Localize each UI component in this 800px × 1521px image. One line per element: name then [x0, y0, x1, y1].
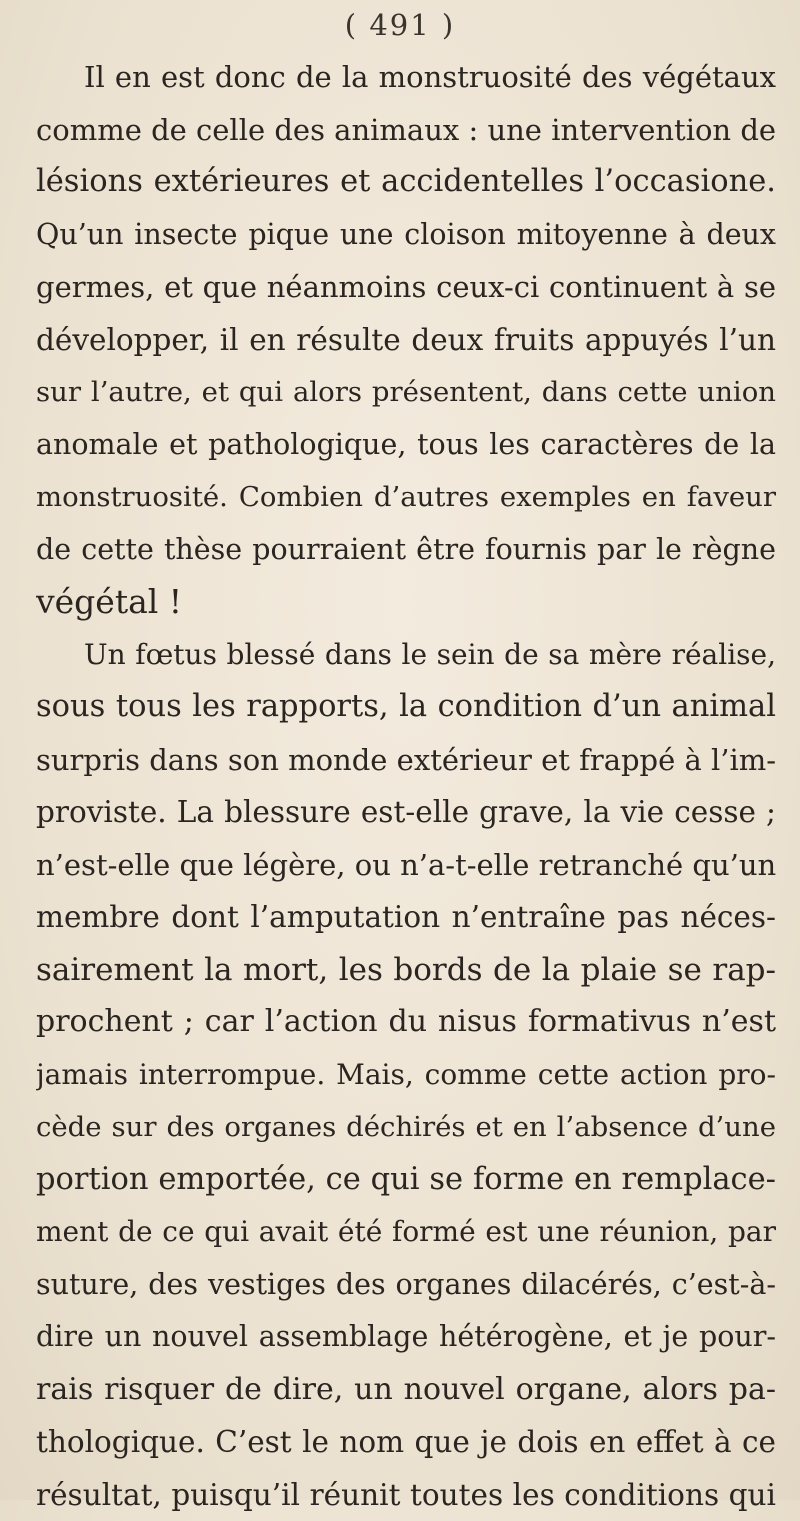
- text-line: thologique. C’est le nom que je dois en effet à ce: [36, 1416, 776, 1469]
- text-line: cède sur des organes déchirés et en l’absence d’une: [36, 1101, 776, 1154]
- page-number: ( 491 ): [0, 8, 800, 42]
- text-line: sur l’autre, et qui alors présentent, dans cette union: [36, 366, 776, 419]
- text-line: développer, il en résulte deux fruits appuyés l’un: [36, 314, 776, 367]
- text-line: comme de celle des animaux : une intervention de: [36, 104, 776, 157]
- text-line: prochent ; car l’action du nisus formativus n’est: [36, 996, 776, 1049]
- text-line: monstruosité. Combien d’autres exemples en faveur: [36, 471, 776, 524]
- text-line: végétal !: [36, 576, 776, 629]
- text-line: ment de ce qui avait été formé est une réunion, par: [36, 1206, 776, 1259]
- text-line: sous tous les rapports, la condition d’un animal: [36, 681, 776, 734]
- text-line: sairement la mort, les bords de la plaie se rap-: [36, 944, 776, 997]
- text-line: lésions extérieures et accidentelles l’occasione.: [36, 156, 776, 209]
- text-line: proviste. La blessure est-elle grave, la vie cesse ;: [36, 786, 776, 839]
- text-line: anomale et pathologique, tous les caractères de la: [36, 419, 776, 472]
- text-line: n’est-elle que légère, ou n’a-t-elle retranché qu’un: [36, 839, 776, 892]
- text-line: de cette thèse pourraient être fournis par le règne: [36, 524, 776, 577]
- text-line: résultat, puisqu’il réunit toutes les conditions qui: [36, 1469, 776, 1521]
- text-line: jamais interrompue. Mais, comme cette action pro-: [36, 1049, 776, 1102]
- text-line: Un fœtus blessé dans le sein de sa mère réalise,: [36, 629, 776, 682]
- text-line: suture, des vestiges des organes dilacérés, c’est-à-: [36, 1259, 776, 1312]
- text-line: dire un nouvel assemblage hétérogène, et je pour-: [36, 1311, 776, 1364]
- text-line: Qu’un insecte pique une cloison mitoyenne à deux: [36, 209, 776, 262]
- text-line: surpris dans son monde extérieur et frappé à l’im-: [36, 734, 776, 787]
- body-text: [36, 51, 776, 1521]
- text-line: portion emportée, ce qui se forme en remplace-: [36, 1154, 776, 1207]
- text-line: membre dont l’amputation n’entraîne pas néces-: [36, 891, 776, 944]
- text-line: rais risquer de dire, un nouvel organe, alors pa-: [36, 1364, 776, 1417]
- text-line: germes, et que néanmoins ceux-ci continuent à se: [36, 261, 776, 314]
- text-line: Il en est donc de la monstruosité des végétaux: [36, 51, 776, 104]
